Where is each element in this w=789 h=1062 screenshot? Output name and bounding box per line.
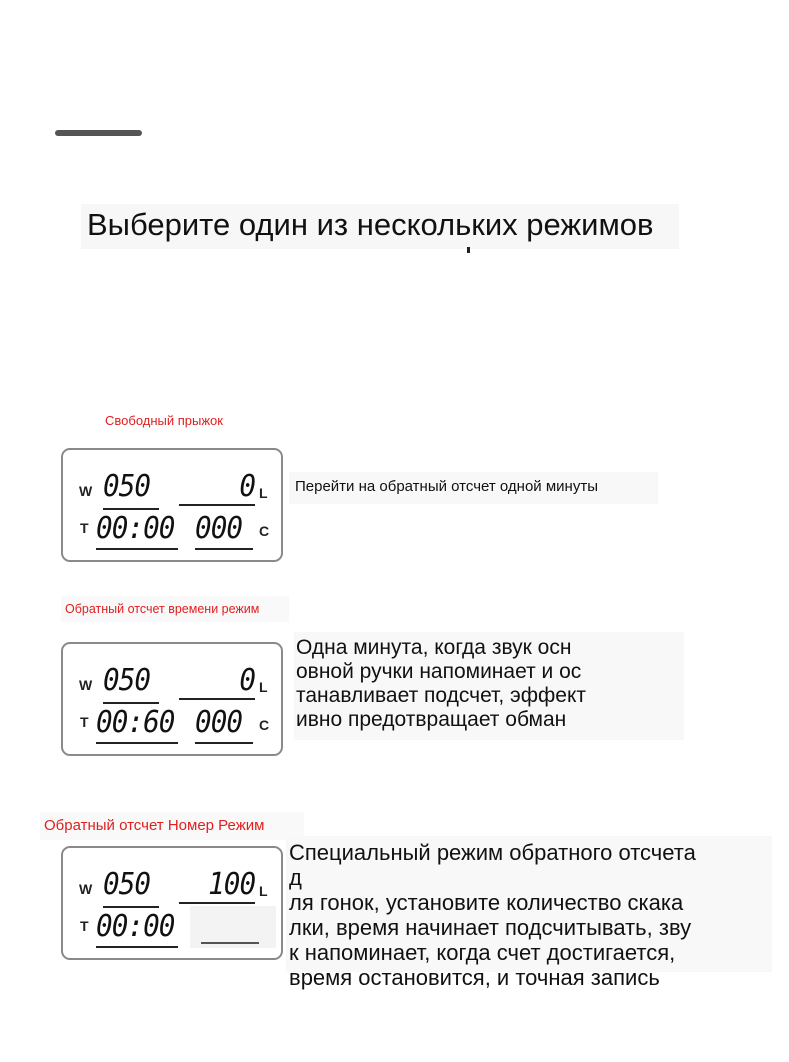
description-line: овной ручки напоминает и ос xyxy=(296,660,582,683)
lcd-time-value: 00:60 xyxy=(96,705,175,740)
lcd-time-indicator: T xyxy=(80,520,89,536)
lcd-weight-indicator: W xyxy=(79,881,93,897)
description-line: Перейти на обратный отсчет одной минуты xyxy=(295,478,598,495)
description-line: танавливает подсчет, эффект xyxy=(296,684,587,707)
lcd-underline xyxy=(195,548,253,550)
lcd-underline xyxy=(96,548,178,550)
lcd-underline xyxy=(195,742,253,744)
mode-label-number-countdown: Обратный отсчет Номер Режим xyxy=(40,812,304,840)
description-line: лки, время начинает подсчитывать, зву xyxy=(289,915,692,940)
lcd-underline xyxy=(103,508,159,510)
decorative-dot xyxy=(467,247,470,253)
lcd-jumps-value: 000 xyxy=(195,511,243,546)
lcd-weight-indicator: W xyxy=(79,483,93,499)
lcd-underline xyxy=(103,702,159,704)
lcd-lap-indicator: L xyxy=(259,679,268,695)
mode-description-time-countdown xyxy=(294,632,684,740)
lcd-weight-indicator: W xyxy=(79,677,93,693)
lcd-underline xyxy=(179,698,255,700)
lcd-count-value: 0 xyxy=(239,663,255,698)
description-line: Специальный режим обратного отсчета xyxy=(289,840,696,865)
description-line: Одна минута, когда звук осн xyxy=(296,636,572,659)
mode-label-time-countdown: Обратный отсчет времени режим xyxy=(61,596,289,622)
lcd-display-number-countdown xyxy=(61,846,283,960)
lcd-weight-value: 050 xyxy=(103,469,151,504)
description-line: ля гонок, установите количество скака xyxy=(289,890,684,915)
description-line: д xyxy=(289,865,302,890)
lcd-time-value: 00:00 xyxy=(96,511,175,546)
lcd-underline xyxy=(96,742,178,744)
page-title: Выберите один из нескольких режимов xyxy=(81,204,679,249)
lcd-weight-value: 050 xyxy=(103,867,151,902)
lcd-underline xyxy=(201,942,259,944)
lcd-time-indicator: T xyxy=(80,714,89,730)
lcd-time-indicator: T xyxy=(80,918,89,934)
lcd-calorie-indicator: C xyxy=(259,717,270,733)
lcd-underline xyxy=(103,906,159,908)
mode-description-number-countdown xyxy=(286,836,772,990)
lcd-underline xyxy=(179,902,255,904)
mode-label-free-jump: Свободный прыжок xyxy=(105,413,223,428)
description-line: ивно предотвращает обман xyxy=(296,708,567,731)
lcd-calorie-indicator: C xyxy=(259,523,270,539)
mode-description-free-jump xyxy=(289,472,658,504)
decorative-bar xyxy=(55,130,142,136)
description-line: к напоминает, когда счет достигается, xyxy=(289,940,676,965)
lcd-time-value: 00:00 xyxy=(96,909,175,944)
lcd-underline xyxy=(96,946,178,948)
lcd-lap-indicator: L xyxy=(259,883,268,899)
description-line: время остановится, и точная запись xyxy=(289,965,660,990)
lcd-display-free-jump xyxy=(61,448,283,562)
lcd-count-value: 0 xyxy=(239,469,255,504)
lcd-weight-value: 050 xyxy=(103,663,151,698)
lcd-underline xyxy=(179,504,255,506)
lcd-jumps-value: 000 xyxy=(195,705,243,740)
lcd-display-time-countdown xyxy=(61,642,283,756)
lcd-lap-indicator: L xyxy=(259,485,268,501)
lcd-count-value: 100 xyxy=(207,867,255,902)
